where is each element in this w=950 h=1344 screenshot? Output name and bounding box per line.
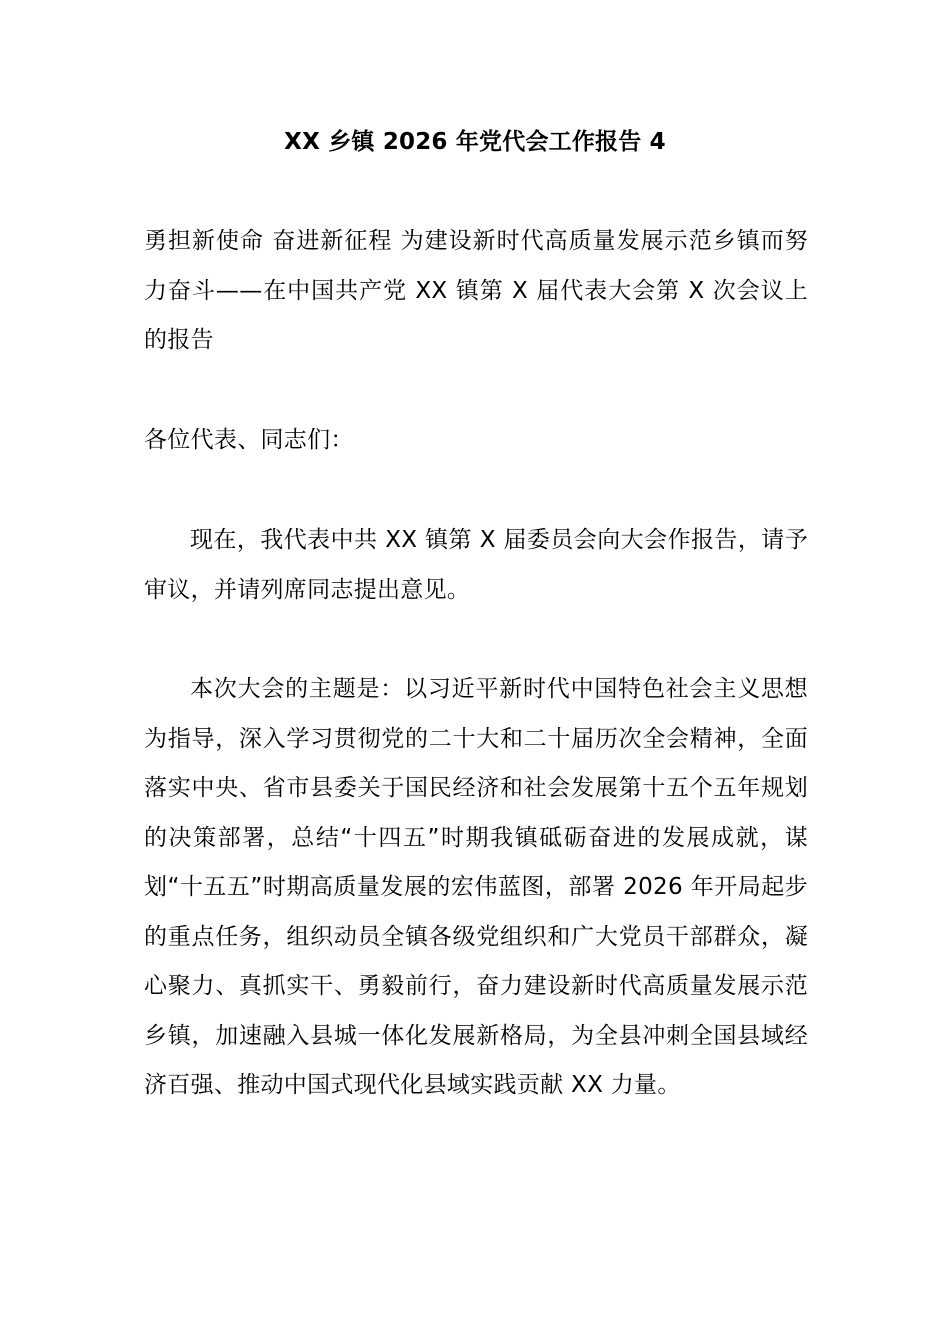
document-title: XX 乡镇 2026 年党代会工作报告 4 <box>284 129 666 155</box>
report-subtitle: 勇担新使命 奋进新征程 为建设新时代高质量发展示范乡镇而努力奋斗——在中国共产党 XX 镇第 X 届代表大会第 X 次会议上的报告 <box>144 228 808 353</box>
paragraph-theme: 本次大会的主题是：以习近平新时代中国特色社会主义思想为指导，深入学习贯彻党的二十大和二十届历次全会精神，全面落实中央、省市县委关于国民经济和社会发展第十五个五年规划的决策部署，总结“十四五”时期我镇砥砺奋进的发展成就，谋划“十五五”时期高质量发展的宏伟蓝图，部署 2026 年开局起步的重点任务，组织动员全镇各级党组织和广大党员干部群众，凝心聚力、真抓实干、勇毅前行，奋力建设新时代高质量发展示范乡镇，加速融入县城一体化发展新格局，为全县冲刺全国县域经济百强、推动中国式现代化县域实践贡献 XX 力量。 <box>144 676 808 1098</box>
salutation: 各位代表、同志们： <box>144 427 354 453</box>
paragraph-opening: 现在，我代表中共 XX 镇第 X 届委员会向大会作报告，请予审议，并请列席同志提出意见。 <box>144 527 808 603</box>
